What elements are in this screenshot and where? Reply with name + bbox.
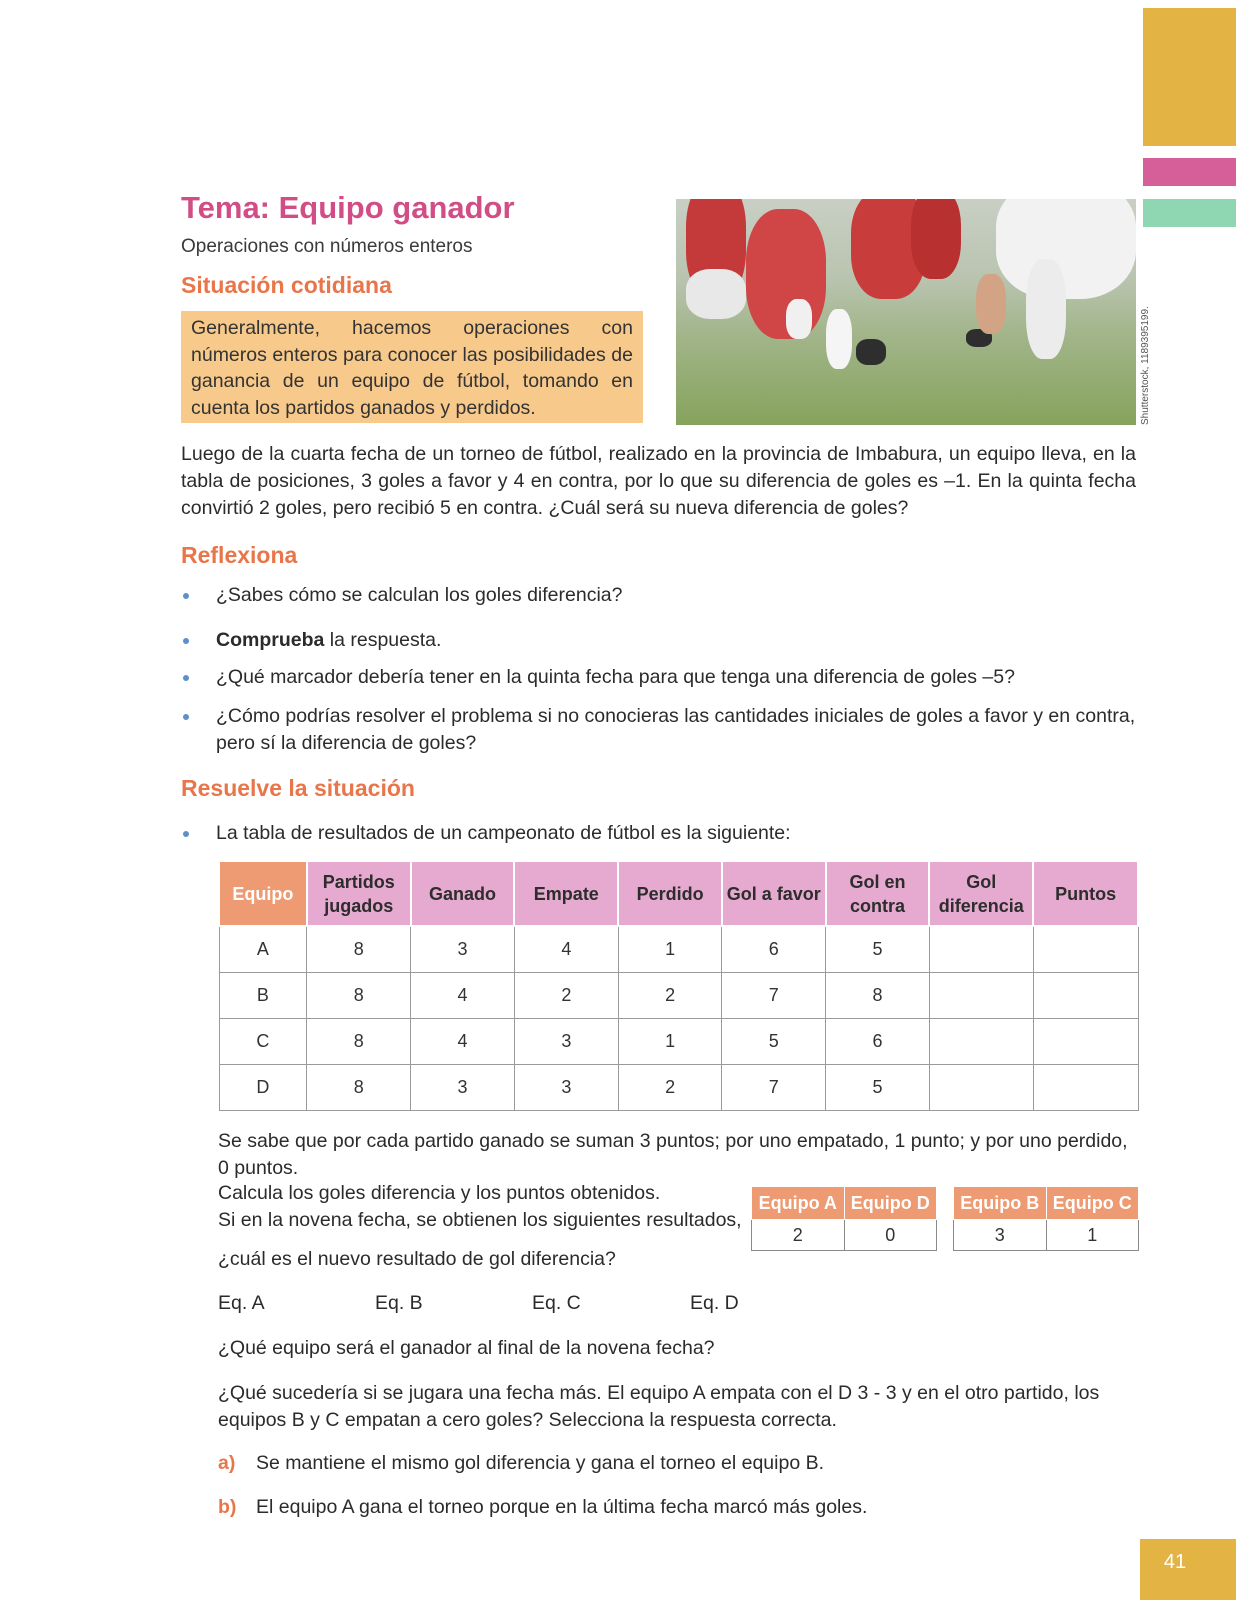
table-cell-empty[interactable]: [929, 1064, 1033, 1110]
col-header: Gol a favor: [722, 861, 826, 926]
option-text: Se mantiene el mismo gol diferencia y gana el torneo el equipo B.: [256, 1452, 825, 1474]
table-cell: 6: [826, 1018, 930, 1064]
table-cell: 8: [307, 1064, 411, 1110]
rules-paragraph: Se sabe que por cada partido ganado se suman 3 puntos; por uno empatado, 1 punto; y por uno perdido, 0 puntos.: [218, 1130, 1128, 1179]
page-number: 41: [1163, 1551, 1187, 1573]
bold-word: Comprueba: [216, 629, 325, 651]
table-cell: 5: [826, 1064, 930, 1110]
table-cell: 8: [307, 972, 411, 1018]
col-header: Perdido: [618, 861, 722, 926]
match1-table: [751, 1186, 937, 1251]
table-row: [219, 1064, 1138, 1110]
bullet-icon: [183, 638, 189, 644]
bullet-icon: [183, 593, 189, 599]
col-header: Equipo: [219, 861, 307, 926]
table-cell-empty[interactable]: [1033, 1018, 1138, 1064]
bullet-icon: [183, 831, 189, 837]
table-row: [219, 972, 1138, 1018]
match-team-label: Equipo B: [954, 1187, 1047, 1220]
table-header-row: [219, 861, 1138, 926]
table-cell: 8: [307, 926, 411, 972]
table-cell: 8: [307, 1018, 411, 1064]
table-cell-empty[interactable]: [929, 972, 1033, 1018]
table-cell: 3: [411, 1064, 515, 1110]
table-cell: C: [219, 1018, 307, 1064]
col-header: Gol diferencia: [929, 861, 1033, 926]
match-team-label: Equipo A: [752, 1187, 845, 1220]
table-cell: 5: [722, 1018, 826, 1064]
match-score: 3: [954, 1220, 1047, 1251]
eq-label-a: Eq. A: [218, 1292, 265, 1314]
col-header: Ganado: [411, 861, 515, 926]
bullet-icon: [183, 675, 189, 681]
col-header: Puntos: [1033, 861, 1138, 926]
match-score: 2: [752, 1220, 845, 1251]
table-cell: 3: [411, 926, 515, 972]
table-cell: 1: [618, 926, 722, 972]
extra-question: ¿Qué sucedería si se jugara una fecha más. El equipo A empata con el D 3 - 3 y en el otro partido, los equipos B y C empatan a cero goles? Selecciona la respuesta correcta.: [218, 1382, 1100, 1431]
table-cell: 4: [411, 972, 515, 1018]
table-cell: 2: [618, 972, 722, 1018]
situacion-box: Generalmente, hacemos operaciones con números enteros para conocer las posibilidades de ganancia de un equipo de fútbol, tomando en cuenta los partidos ganados y perdidos.: [181, 311, 643, 423]
match-score: 1: [1046, 1220, 1139, 1251]
soccer-photo: [676, 199, 1136, 425]
section-tab-pink: [1143, 158, 1236, 186]
option-letter: b): [218, 1496, 237, 1518]
situacion-heading: Situación cotidiana: [181, 272, 392, 298]
winner-question: ¿Qué equipo será el ganador al final de la novena fecha?: [218, 1337, 715, 1359]
section-tab-yellow: [1143, 8, 1236, 146]
table-cell: A: [219, 926, 307, 972]
table-cell-empty[interactable]: [1033, 972, 1138, 1018]
table-cell: 2: [618, 1064, 722, 1110]
calc-instruction: Calcula los goles diferencia y los puntos obtenidos.: [218, 1182, 661, 1204]
table-cell: D: [219, 1064, 307, 1110]
table-cell-empty[interactable]: [929, 926, 1033, 972]
match-team-label: Equipo D: [844, 1187, 937, 1220]
option-text: El equipo A gana el torneo porque en la última fecha marcó más goles.: [256, 1496, 868, 1518]
bullet-icon: [183, 714, 189, 720]
table-cell: 8: [826, 972, 930, 1018]
section-tab-green: [1143, 199, 1236, 227]
novena-text: Si en la novena fecha, se obtienen los siguientes resultados,: [218, 1209, 742, 1231]
table-cell: 2: [514, 972, 618, 1018]
table-cell-empty[interactable]: [1033, 926, 1138, 972]
table-row: [219, 926, 1138, 972]
match-score: 0: [844, 1220, 937, 1251]
col-header: Empate: [514, 861, 618, 926]
option-b[interactable]: [218, 1496, 1139, 1519]
table-cell: 7: [722, 1064, 826, 1110]
table-cell: 4: [411, 1018, 515, 1064]
table-cell: 7: [722, 972, 826, 1018]
eq-label-b: Eq. B: [375, 1292, 423, 1314]
table-cell: 4: [514, 926, 618, 972]
table-row: [219, 1018, 1138, 1064]
match2-table: [953, 1186, 1139, 1251]
table-cell: B: [219, 972, 307, 1018]
option-a[interactable]: [218, 1452, 1139, 1475]
problem-paragraph: Luego de la cuarta fecha de un torneo de fútbol, realizado en la provincia de Imbabura, un equipo lleva, en la tabla de posiciones, 3 goles a favor y 4 en contra, por lo que su diferencia de goles es –1. En la quinta fecha convirtió 2 goles, pero recibió 5 en contra. ¿Cuál será su nueva diferencia de goles?: [181, 443, 1136, 519]
question-text: ¿cuál es el nuevo resultado de gol diferencia?: [218, 1248, 616, 1270]
col-header: Gol en contra: [826, 861, 930, 926]
photo-credit: Shutterstock, 1189395199.: [1140, 306, 1151, 425]
match-team-label: Equipo C: [1046, 1187, 1139, 1220]
table-cell: 1: [618, 1018, 722, 1064]
table-cell: 5: [826, 926, 930, 972]
table-cell: 3: [514, 1064, 618, 1110]
page-title: Tema: Equipo ganador: [181, 190, 515, 225]
results-table: [218, 860, 1139, 1111]
table-cell: 3: [514, 1018, 618, 1064]
reflexiona-heading: Reflexiona: [181, 542, 298, 568]
table-cell-empty[interactable]: [1033, 1064, 1138, 1110]
table-cell-empty[interactable]: [929, 1018, 1033, 1064]
eq-label-c: Eq. C: [532, 1292, 581, 1314]
page-subtitle: Operaciones con números enteros: [181, 236, 473, 257]
option-letter: a): [218, 1452, 236, 1474]
table-cell: 6: [722, 926, 826, 972]
col-header: Partidos jugados: [307, 861, 411, 926]
eq-label-d: Eq. D: [690, 1292, 739, 1314]
resuelve-heading: Resuelve la situación: [181, 775, 415, 801]
